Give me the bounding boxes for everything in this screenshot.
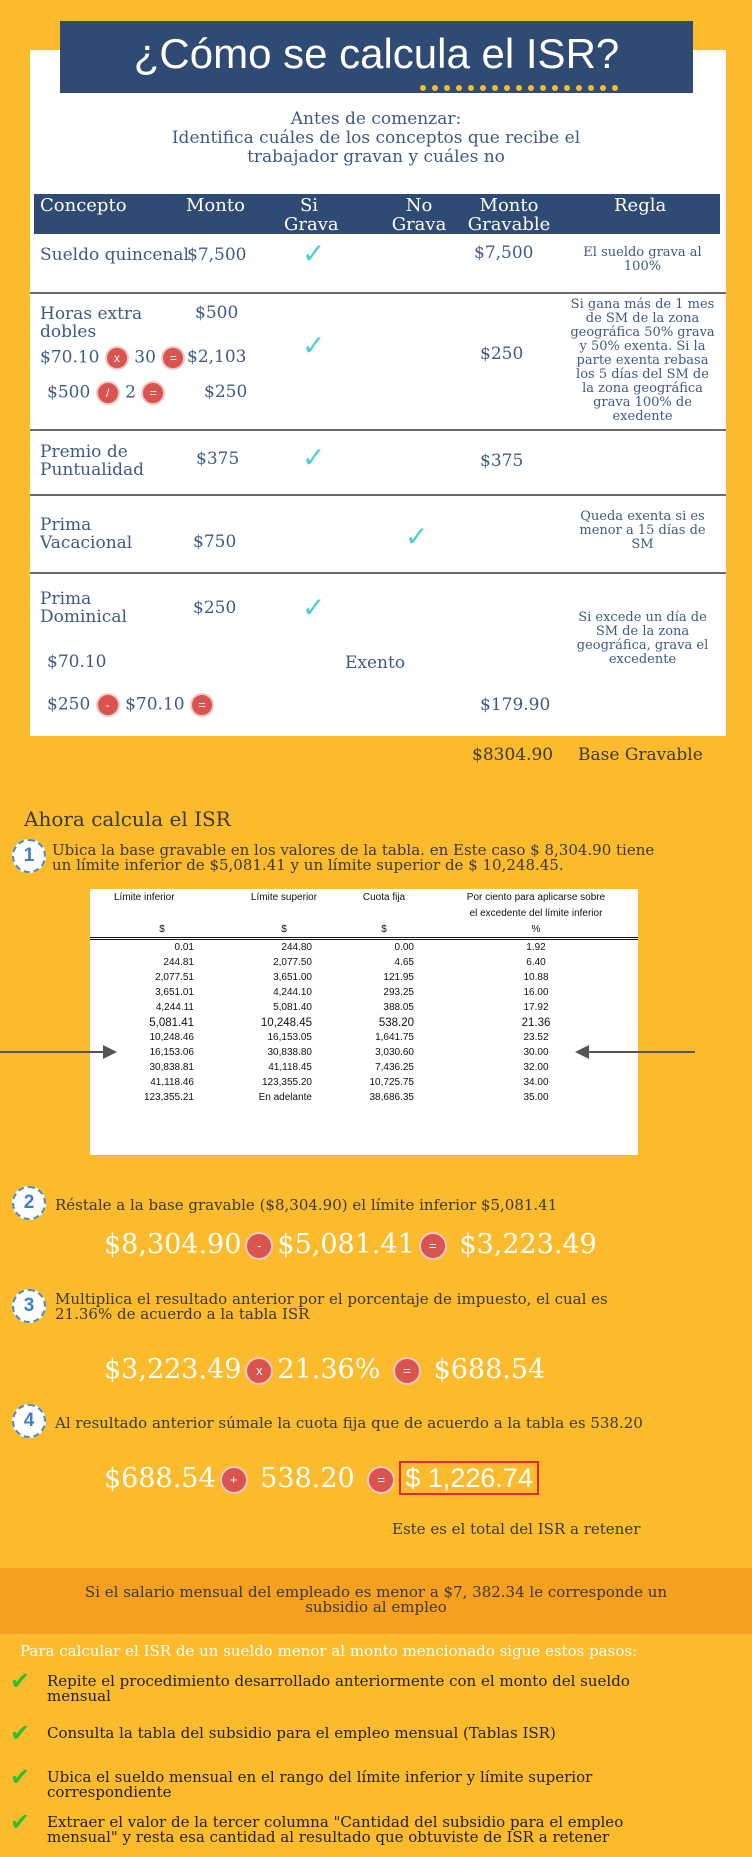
times-icon: x bbox=[105, 346, 129, 370]
row-sueldo-monto: $7,500 bbox=[187, 245, 247, 265]
row-horas-calc-1-result: $2,103 bbox=[187, 347, 247, 367]
row-premio-gravable: $375 bbox=[480, 451, 524, 471]
divide-icon: / bbox=[96, 381, 120, 405]
isr-table-cell: 244.80 bbox=[281, 942, 312, 953]
row-horas-gravable: $250 bbox=[480, 344, 524, 364]
isr-table-cell: 17.92 bbox=[523, 1002, 549, 1013]
isr-table-row bbox=[90, 955, 638, 970]
isr-table-cell: 32.00 bbox=[523, 1062, 549, 1073]
row-horas-monto: $500 bbox=[195, 303, 239, 323]
check-icon: ✓ bbox=[302, 441, 326, 474]
isr-table-cell: 30,838.81 bbox=[149, 1062, 194, 1073]
equals-icon: = bbox=[141, 381, 165, 405]
isr-table-cell: 10,725.75 bbox=[369, 1077, 414, 1088]
isr-header-limite-superior: Límite superior bbox=[250, 891, 318, 903]
isr-table-cell: 2,077.51 bbox=[155, 972, 194, 983]
isr-table-cell: 16,153.05 bbox=[267, 1032, 312, 1043]
arrow-left-icon bbox=[575, 1045, 589, 1059]
isr-table-cell: 538.20 bbox=[378, 1016, 414, 1029]
check-icon: ✔ bbox=[10, 1763, 31, 1791]
isr-table-row bbox=[90, 1015, 638, 1030]
check-icon: ✓ bbox=[405, 520, 429, 553]
minus-icon: - bbox=[245, 1232, 273, 1260]
isr-table-row bbox=[90, 1030, 638, 1045]
isr-table-cell: 3,030.60 bbox=[375, 1047, 414, 1058]
isr-table-row bbox=[90, 939, 638, 956]
isr-header-porcentaje: Por ciento para aplicarse sobre bbox=[466, 891, 606, 903]
step-4-equation: $688.54 + 538.20 = $ 1,226.74 bbox=[104, 1463, 539, 1494]
isr-table-row bbox=[90, 1060, 638, 1075]
check-icon: ✓ bbox=[302, 329, 326, 362]
row-prima-dominical-exento: Exento bbox=[345, 653, 406, 673]
isr-table-row bbox=[90, 1000, 638, 1015]
isr-table-cell: 0.00 bbox=[394, 942, 414, 953]
row-sueldo-concepto: Sueldo quincenal bbox=[40, 245, 189, 265]
isr-total-result: $ 1,226.74 bbox=[399, 1461, 539, 1495]
pasos-item: Consulta la tabla del subsidio para el empleo mensual (Tablas ISR) bbox=[47, 1724, 556, 1742]
isr-table-cell: 16.00 bbox=[523, 987, 549, 998]
row-divider bbox=[30, 429, 726, 431]
equals-icon: = bbox=[161, 346, 185, 370]
check-icon: ✓ bbox=[302, 237, 326, 270]
row-prima-dominical-sm: $70.10 bbox=[47, 652, 107, 672]
isr-table-cell: 123,355.20 bbox=[261, 1077, 312, 1088]
isr-table-cell: 121.95 bbox=[383, 972, 414, 983]
isr-table-cell: 2,077.50 bbox=[273, 957, 312, 968]
intro-text bbox=[60, 110, 692, 167]
isr-table-cell: 1,641.75 bbox=[375, 1032, 414, 1043]
check-icon: ✔ bbox=[10, 1667, 31, 1695]
header-regla: Regla bbox=[614, 195, 667, 216]
step-4-badge: 4 bbox=[12, 1404, 46, 1438]
isr-table bbox=[90, 889, 638, 1105]
isr-total-caption: Este es el total del ISR a retener bbox=[392, 1520, 641, 1538]
pasos-item: Extraer el valor de la tercer columna "Cantidad del subsidio para el empleo mensual" y resta esa cantidad al resultado que obtuviste de ISR a retener bbox=[47, 1813, 624, 1846]
isr-table-cell: En adelante bbox=[258, 1092, 312, 1103]
step-3-equation: $3,223.49 x 21.36% = $688.54 bbox=[104, 1354, 546, 1385]
row-horas-concepto: Horas extra dobles bbox=[40, 304, 143, 342]
row-prima-vacacional-monto: $750 bbox=[193, 532, 237, 552]
subsidio-text: Si el salario mensual del empleado es menor a $7, 382.34 le corresponde un subsidio al empleo bbox=[84, 1583, 668, 1616]
isr-table-cell: 16,153.06 bbox=[149, 1047, 194, 1058]
isr-table-cell: 244.81 bbox=[163, 957, 194, 968]
isr-table-cell: 4,244.11 bbox=[155, 1002, 194, 1013]
row-premio-concepto: Premio de Puntualidad bbox=[40, 442, 145, 480]
check-icon: ✔ bbox=[10, 1719, 31, 1747]
row-divider bbox=[30, 292, 726, 294]
base-gravable-label: Base Gravable bbox=[578, 745, 703, 765]
intro-line-2: Identifica cuáles de los conceptos que recibe el bbox=[171, 128, 581, 148]
isr-unit: $ bbox=[159, 923, 165, 935]
equals-icon: = bbox=[393, 1357, 421, 1385]
isr-table-cell: 41,118.45 bbox=[268, 1062, 312, 1073]
step-3-badge: 3 bbox=[12, 1289, 46, 1323]
pasos-item: Ubica el sueldo mensual en el rango del límite inferior y límite superior correspondiente bbox=[47, 1768, 593, 1801]
isr-table-cell: 4,244.10 bbox=[273, 987, 312, 998]
arrow-right-line bbox=[588, 1051, 695, 1053]
isr-table-cell: 3,651.00 bbox=[273, 972, 312, 983]
isr-unit: % bbox=[531, 923, 541, 935]
header-monto-gravable: Monto Gravable bbox=[467, 195, 551, 235]
check-icon: ✔ bbox=[10, 1808, 31, 1836]
row-prima-dominical-monto: $250 bbox=[193, 598, 237, 618]
section-heading: Ahora calcula el ISR bbox=[24, 807, 231, 831]
isr-table-cell: 5,081.41 bbox=[149, 1016, 194, 1029]
isr-table-cell: 388.05 bbox=[383, 1002, 414, 1013]
isr-table-cell: 293.25 bbox=[383, 987, 414, 998]
step-1-text: Ubica la base gravable en los valores de la tabla. en Este caso $ 8,304.90 tiene un límite inferior de $5,081.41 y un límite superior de $ 10,248.45. bbox=[52, 841, 655, 874]
step-2-badge: 2 bbox=[12, 1186, 46, 1220]
isr-table-cell: 3,651.01 bbox=[155, 987, 194, 998]
arrow-left-line bbox=[0, 1051, 105, 1053]
header-si-grava: Si Grava bbox=[284, 195, 339, 235]
row-prima-dominical-concepto: Prima Dominical bbox=[40, 589, 127, 627]
isr-table-cell: 6.40 bbox=[526, 957, 546, 968]
row-horas-calc-2-result: $250 bbox=[204, 382, 248, 402]
minus-icon: - bbox=[96, 693, 120, 717]
times-icon: x bbox=[245, 1357, 273, 1385]
isr-table-cell: 38,686.35 bbox=[369, 1092, 414, 1103]
isr-unit: $ bbox=[381, 923, 387, 935]
isr-table-cell: 1.92 bbox=[526, 942, 546, 953]
isr-table-cell: 4.65 bbox=[394, 957, 414, 968]
concepts-table-header bbox=[34, 194, 720, 234]
header-no-grava: No Grava bbox=[391, 195, 447, 235]
isr-unit: $ bbox=[281, 923, 287, 935]
equals-icon: = bbox=[367, 1466, 395, 1494]
pasos-header: Para calcular el ISR de un sueldo menor al monto mencionado sigue estos pasos: bbox=[20, 1642, 638, 1660]
isr-table-row bbox=[90, 1045, 638, 1060]
pasos-item: Repite el procedimiento desarrollado anteriormente con el monto del sueldo mensual bbox=[47, 1672, 630, 1705]
header-monto: Monto bbox=[186, 195, 245, 216]
page-title: ¿Cómo se calcula el ISR? bbox=[60, 21, 693, 93]
isr-header-porcentaje-2: el excedente del límite inferior bbox=[469, 907, 603, 919]
isr-table-cell: 7,436.25 bbox=[375, 1062, 414, 1073]
header-concepto: Concepto bbox=[40, 195, 127, 216]
isr-table-cell: 23.52 bbox=[523, 1032, 549, 1043]
isr-table-cell: 5,081.40 bbox=[273, 1002, 312, 1013]
isr-table-cell: 0.01 bbox=[174, 942, 194, 953]
step-1-badge: 1 bbox=[12, 839, 46, 873]
isr-table-cell: 41,118.46 bbox=[150, 1077, 194, 1088]
isr-table-row bbox=[90, 970, 638, 985]
plus-icon: + bbox=[220, 1466, 248, 1494]
isr-table-cell: 34.00 bbox=[523, 1077, 549, 1088]
row-horas-calc-1: $70.10 x 30 = bbox=[40, 346, 185, 370]
row-sueldo-regla: El sueldo grava al 100% bbox=[583, 245, 702, 274]
row-prima-dominical-gravable: $179.90 bbox=[480, 695, 551, 715]
intro-line-1: Antes de comenzar: bbox=[290, 109, 462, 129]
row-sueldo-gravable: $7,500 bbox=[474, 243, 534, 263]
isr-table-cell: 30,838.80 bbox=[267, 1047, 312, 1058]
isr-table-cell: 10,248.45 bbox=[260, 1016, 312, 1029]
isr-table-row bbox=[90, 1075, 638, 1090]
step-3-text: Multiplica el resultado anterior por el porcentaje de impuesto, el cual es 21.36% de acuerdo a la tabla ISR bbox=[55, 1290, 608, 1323]
step-2-text: Réstale a la base gravable ($8,304.90) el límite inferior $5,081.41 bbox=[55, 1196, 558, 1214]
row-prima-dominical-regla: Si excede un día de SM de la zona geográfica, grava el excedente bbox=[576, 610, 709, 667]
isr-table-cell: 123,355.21 bbox=[143, 1092, 194, 1103]
row-horas-calc-2: $500 / 2 = bbox=[47, 381, 165, 405]
isr-table-cell: 30.00 bbox=[523, 1047, 549, 1058]
base-gravable-value: $8304.90 bbox=[472, 745, 554, 765]
row-divider bbox=[30, 572, 726, 574]
arrow-right-icon bbox=[103, 1045, 117, 1059]
equals-icon: = bbox=[190, 693, 214, 717]
row-prima-dominical-calc: $250 - $70.10 = bbox=[47, 693, 214, 717]
isr-table-cell: 21.36 bbox=[521, 1016, 551, 1029]
isr-header-limite-inferior: Límite inferior bbox=[114, 891, 175, 903]
row-prima-vacacional-concepto: Prima Vacacional bbox=[40, 515, 133, 553]
row-premio-monto: $375 bbox=[196, 449, 240, 469]
equals-icon: = bbox=[419, 1232, 447, 1260]
check-icon: ✓ bbox=[302, 591, 326, 624]
step-4-text: Al resultado anterior súmale la cuota fija que de acuerdo a la tabla es 538.20 bbox=[55, 1414, 643, 1432]
isr-table-row bbox=[90, 1090, 638, 1105]
isr-table-panel bbox=[90, 889, 638, 1155]
isr-table-cell: 35.00 bbox=[523, 1092, 549, 1103]
isr-header-cuota-fija: Cuota fija bbox=[362, 891, 406, 903]
intro-line-3: trabajador gravan y cuáles no bbox=[247, 147, 505, 167]
title-dots-decoration bbox=[420, 76, 624, 95]
isr-table-row bbox=[90, 985, 638, 1000]
isr-table-cell: 10,248.46 bbox=[149, 1032, 194, 1043]
step-2-equation: $8,304.90 - $5,081.41 = $3,223.49 bbox=[104, 1229, 597, 1260]
row-horas-regla: Si gana más de 1 mes de SM de la zona geográfica 50% grava y 50% exenta. Si la parte exenta rebasa los 5 días del SM de la zona geográfica grava 100% de exedente bbox=[570, 297, 715, 424]
row-divider bbox=[30, 494, 726, 496]
isr-table-cell: 10.88 bbox=[523, 972, 549, 983]
row-prima-vacacional-regla: Queda exenta si es menor a 15 días de SM bbox=[579, 509, 706, 552]
